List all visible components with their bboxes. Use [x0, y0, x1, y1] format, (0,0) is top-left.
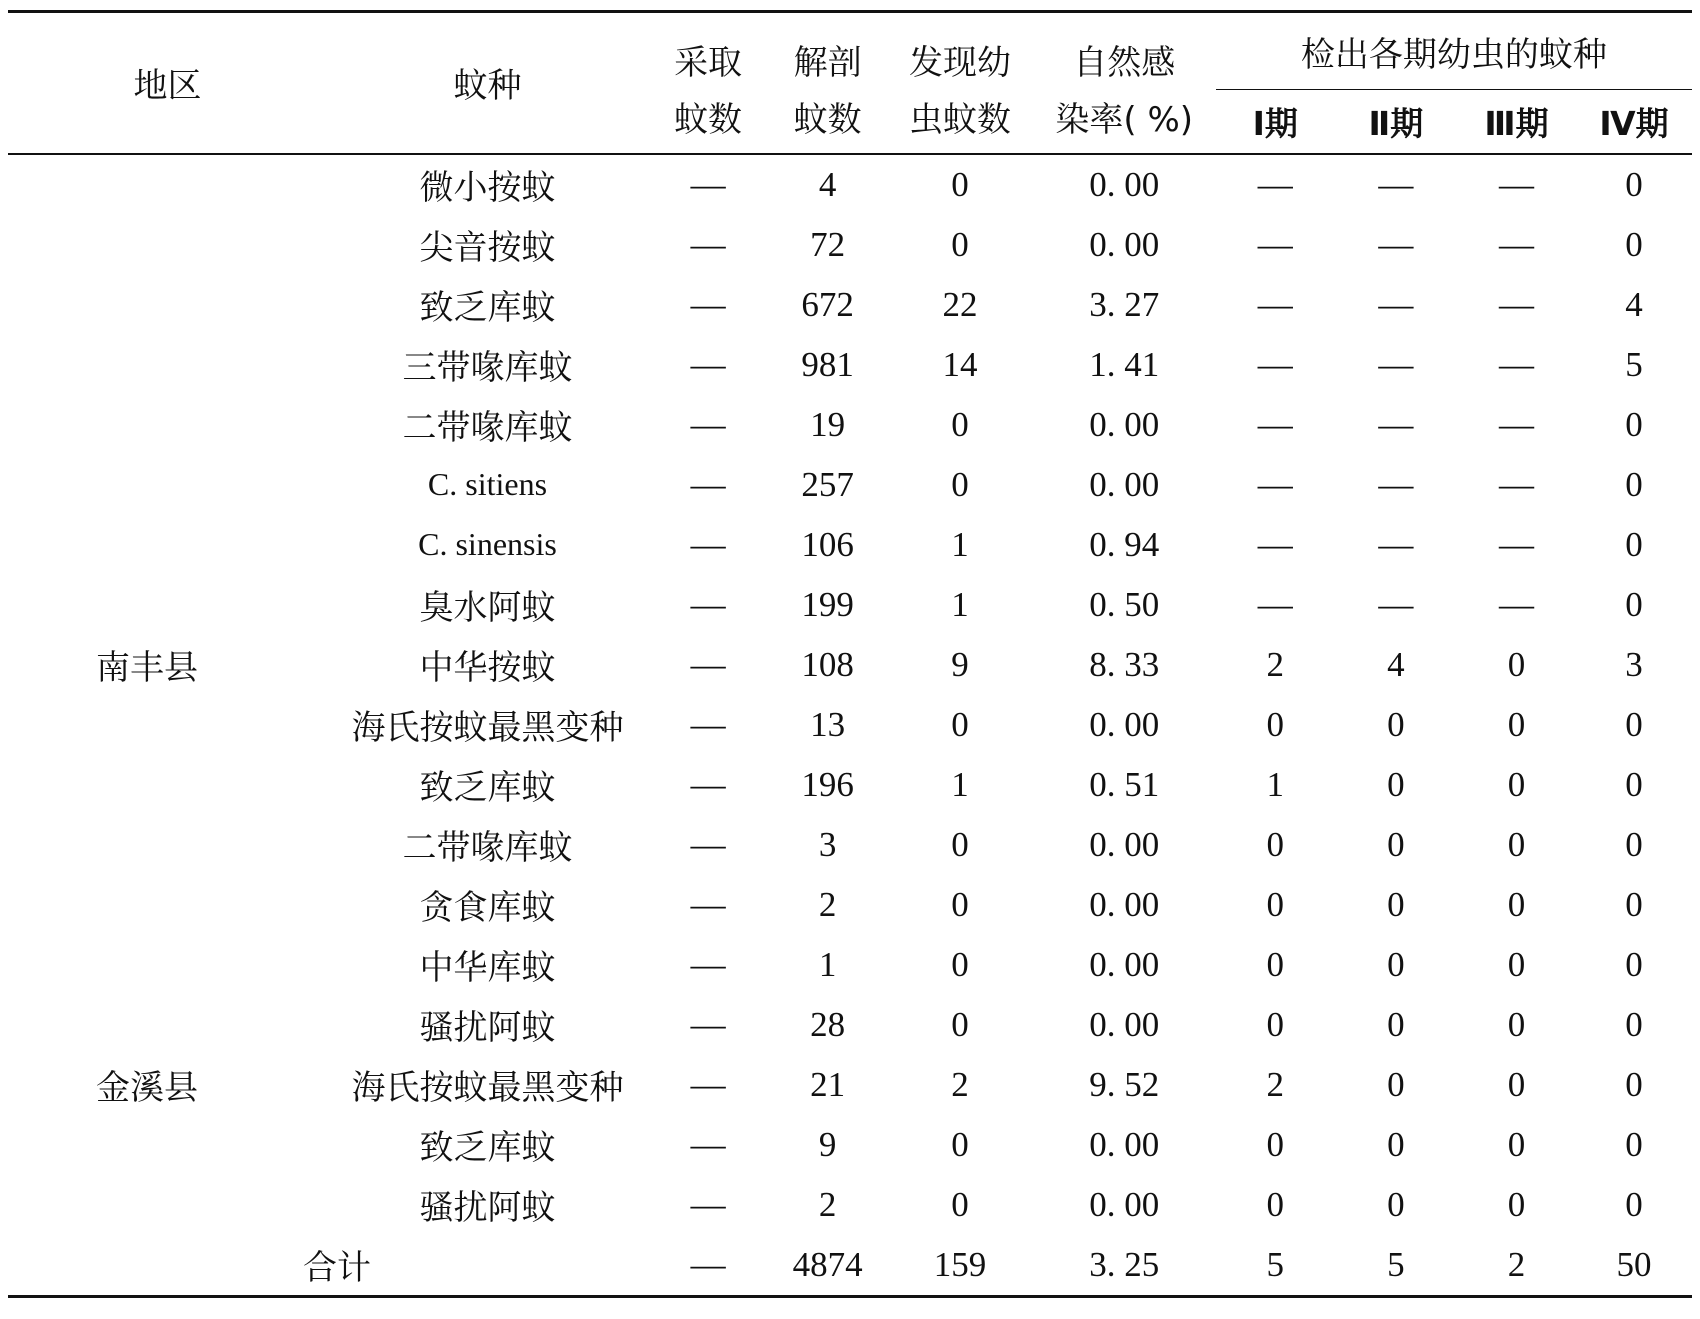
s2-cell: — — [1378, 464, 1414, 504]
s3-cell: 0 — [1507, 764, 1526, 804]
s2-cell: — — [1378, 164, 1414, 204]
total-s1-cell: 5 — [1216, 1235, 1335, 1297]
s3-cell: — — [1499, 584, 1535, 624]
collected-cell: — — [690, 164, 726, 204]
s3-cell: 0 — [1507, 1064, 1526, 1104]
rate-cell: 0. 00 — [1089, 704, 1160, 744]
rate-cell: 0. 94 — [1089, 524, 1160, 564]
s4-cell: 0 — [1625, 1064, 1643, 1104]
dissected-cell: 1 — [818, 944, 837, 984]
species-cell: 致乏库蚊 — [419, 768, 556, 808]
s1-cell: 0 — [1266, 884, 1284, 924]
dissected-cell: 4 — [818, 164, 837, 204]
s1-cell: — — [1257, 284, 1293, 324]
s4-cell: 0 — [1625, 464, 1643, 504]
collected-cell: — — [690, 524, 726, 564]
found-cell: 0 — [951, 1004, 969, 1044]
table-row — [8, 1055, 1692, 1115]
collected-cell: — — [690, 704, 726, 744]
table-row — [8, 755, 1692, 815]
region-cell — [8, 275, 327, 335]
collected-cell: — — [690, 944, 726, 984]
table-row — [8, 215, 1692, 275]
table-body — [8, 154, 1692, 1297]
rate-cell: 0. 00 — [1089, 464, 1160, 504]
header-stage-4: Ⅳ期 — [1576, 90, 1692, 154]
species-cell: 致乏库蚊 — [419, 1128, 556, 1168]
table-row — [8, 575, 1692, 635]
s2-cell: 0 — [1387, 944, 1405, 984]
s3-cell: — — [1499, 344, 1535, 384]
s4-cell: 0 — [1625, 224, 1643, 264]
s3-cell: 0 — [1507, 1124, 1526, 1164]
region-cell — [8, 1175, 327, 1235]
header-dissected-line1: 解剖 — [768, 12, 887, 90]
species-cell: 致乏库蚊 — [419, 288, 556, 328]
found-cell: 0 — [951, 1124, 969, 1164]
collected-cell: — — [690, 404, 726, 444]
region-cell: 南丰县 — [96, 648, 198, 688]
s2-cell: 0 — [1387, 1184, 1405, 1224]
table-row — [8, 335, 1692, 395]
s3-cell: 0 — [1507, 704, 1526, 744]
s1-cell: 0 — [1266, 1004, 1284, 1044]
total-found-cell: 159 — [887, 1235, 1033, 1297]
table-row — [8, 995, 1692, 1055]
s1-cell: — — [1257, 344, 1293, 384]
s4-cell: 0 — [1625, 404, 1643, 444]
total-s4-cell: 50 — [1576, 1235, 1692, 1297]
total-dissected-cell: 4874 — [768, 1235, 887, 1297]
found-cell: 22 — [942, 284, 978, 324]
found-cell: 1 — [951, 584, 969, 624]
s3-cell: 0 — [1507, 1184, 1526, 1224]
s2-cell: — — [1378, 284, 1414, 324]
species-cell: 海氏按蚊最黑变种 — [351, 1068, 624, 1108]
rate-cell: 1. 41 — [1089, 344, 1160, 384]
header-stage-2: Ⅱ期 — [1335, 90, 1457, 154]
mosquito-table-container — [8, 10, 1692, 1298]
s1-cell: 2 — [1266, 644, 1284, 684]
s3-cell: 0 — [1507, 644, 1526, 684]
s4-cell: 3 — [1625, 644, 1643, 684]
s1-cell: — — [1257, 224, 1293, 264]
species-cell: 臭水阿蚊 — [419, 588, 556, 628]
species-cell: 骚扰阿蚊 — [419, 1188, 556, 1228]
table-row — [8, 455, 1692, 515]
s1-cell: 0 — [1266, 944, 1284, 984]
species-cell: 微小按蚊 — [419, 168, 556, 208]
rate-cell: 0. 00 — [1089, 404, 1160, 444]
found-cell: 0 — [951, 224, 969, 264]
found-cell: 14 — [942, 344, 978, 384]
rate-cell: 0. 50 — [1089, 584, 1160, 624]
dissected-cell: 21 — [810, 1064, 846, 1104]
collected-cell: — — [690, 584, 726, 624]
s4-cell: 0 — [1625, 584, 1643, 624]
s1-cell: — — [1257, 404, 1293, 444]
s2-cell: 0 — [1387, 1004, 1405, 1044]
s4-cell: 0 — [1625, 1004, 1643, 1044]
species-cell: C. sinensis — [418, 526, 557, 562]
dissected-cell: 28 — [810, 1004, 846, 1044]
region-cell — [8, 335, 327, 395]
species-cell: 中华库蚊 — [419, 948, 556, 988]
region-cell — [8, 995, 327, 1055]
species-cell: 贪食库蚊 — [419, 888, 556, 928]
species-cell: 二带喙库蚊 — [402, 408, 573, 448]
s2-cell: — — [1378, 224, 1414, 264]
region-cell — [8, 154, 327, 215]
species-cell: 尖音按蚊 — [419, 228, 556, 268]
dissected-cell: 981 — [801, 344, 854, 384]
rate-cell: 0. 00 — [1089, 1184, 1160, 1224]
dissected-cell: 2 — [818, 884, 837, 924]
total-collected-cell: — — [648, 1235, 768, 1297]
region-cell — [8, 755, 327, 815]
region-cell — [8, 575, 327, 635]
species-cell: C. sitiens — [427, 466, 548, 502]
table-row — [8, 275, 1692, 335]
rate-cell: 0. 00 — [1089, 824, 1160, 864]
found-cell: 0 — [951, 404, 969, 444]
s1-cell: — — [1257, 584, 1293, 624]
s4-cell: 0 — [1625, 764, 1643, 804]
dissected-cell: 196 — [801, 764, 854, 804]
total-rate-cell: 3. 25 — [1033, 1235, 1216, 1297]
dissected-cell: 108 — [801, 644, 854, 684]
s1-cell: — — [1257, 524, 1293, 564]
table-row — [8, 635, 1692, 695]
header-rate-line2: 染率( %) — [1033, 90, 1216, 154]
s2-cell: 0 — [1387, 884, 1405, 924]
collected-cell: — — [690, 644, 726, 684]
s3-cell: — — [1499, 164, 1535, 204]
region-cell — [8, 935, 327, 995]
collected-cell: — — [690, 824, 726, 864]
s2-cell: 0 — [1387, 1064, 1405, 1104]
found-cell: 1 — [951, 764, 969, 804]
species-cell: 骚扰阿蚊 — [419, 1008, 556, 1048]
rate-cell: 8. 33 — [1089, 644, 1160, 684]
collected-cell: — — [690, 1064, 726, 1104]
s3-cell: — — [1499, 524, 1535, 564]
found-cell: 1 — [951, 524, 969, 564]
species-cell: 海氏按蚊最黑变种 — [351, 708, 624, 748]
table-row — [8, 515, 1692, 575]
s1-cell: — — [1257, 464, 1293, 504]
found-cell: 0 — [951, 824, 969, 864]
s2-cell: 4 — [1387, 644, 1405, 684]
s1-cell: 0 — [1266, 704, 1284, 744]
s1-cell: 1 — [1266, 764, 1284, 804]
table-row — [8, 395, 1692, 455]
total-row — [8, 1235, 1692, 1297]
s3-cell: 0 — [1507, 1004, 1526, 1044]
header-species: 蚊种 — [327, 12, 648, 154]
collected-cell: — — [690, 344, 726, 384]
s3-cell: — — [1499, 404, 1535, 444]
region-cell — [8, 515, 327, 575]
found-cell: 2 — [951, 1064, 969, 1104]
species-cell: 中华按蚊 — [419, 648, 556, 688]
s4-cell: 0 — [1625, 824, 1643, 864]
region-cell: 金溪县 — [96, 1068, 198, 1108]
table-row — [8, 875, 1692, 935]
found-cell: 0 — [951, 884, 969, 924]
rate-cell: 9. 52 — [1089, 1064, 1160, 1104]
region-cell — [8, 215, 327, 275]
s2-cell: — — [1378, 404, 1414, 444]
header-found-line2: 虫蚊数 — [887, 90, 1033, 154]
region-cell — [8, 695, 327, 755]
rate-cell: 0. 00 — [1089, 884, 1160, 924]
found-cell: 9 — [951, 644, 969, 684]
s1-cell: 0 — [1266, 824, 1284, 864]
s3-cell: — — [1499, 464, 1535, 504]
s2-cell: 0 — [1387, 704, 1405, 744]
collected-cell: — — [690, 1184, 726, 1224]
found-cell: 0 — [951, 944, 969, 984]
s3-cell: 0 — [1507, 944, 1526, 984]
collected-cell: — — [690, 224, 726, 264]
s3-cell: — — [1499, 224, 1535, 264]
s3-cell: 0 — [1507, 884, 1526, 924]
s1-cell: 0 — [1266, 1184, 1284, 1224]
table-row — [8, 154, 1692, 215]
rate-cell: 0. 00 — [1089, 164, 1160, 204]
dissected-cell: 199 — [801, 584, 854, 624]
rate-cell: 0. 00 — [1089, 1004, 1160, 1044]
table-row — [8, 695, 1692, 755]
header-region: 地区 — [8, 12, 327, 154]
region-cell — [8, 1115, 327, 1175]
mosquito-infection-table — [8, 10, 1692, 1298]
dissected-cell: 72 — [810, 224, 846, 264]
s2-cell: 0 — [1387, 764, 1405, 804]
s4-cell: 5 — [1625, 344, 1643, 384]
region-cell — [8, 455, 327, 515]
dissected-cell: 257 — [801, 464, 854, 504]
s4-cell: 0 — [1625, 944, 1643, 984]
s4-cell: 0 — [1625, 164, 1643, 204]
header-found-line1: 发现幼 — [887, 12, 1033, 90]
total-s3-cell: 2 — [1457, 1235, 1576, 1297]
species-cell: 三带喙库蚊 — [402, 348, 573, 388]
found-cell: 0 — [951, 464, 969, 504]
rate-cell: 0. 00 — [1089, 1124, 1160, 1164]
species-cell: 二带喙库蚊 — [402, 828, 573, 868]
s2-cell: — — [1378, 344, 1414, 384]
found-cell: 0 — [951, 1184, 969, 1224]
dissected-cell: 2 — [818, 1184, 837, 1224]
rate-cell: 3. 27 — [1089, 284, 1160, 324]
found-cell: 0 — [951, 164, 969, 204]
dissected-cell: 13 — [810, 704, 846, 744]
s2-cell: — — [1378, 524, 1414, 564]
region-cell — [8, 875, 327, 935]
header-dissected-line2: 蚊数 — [768, 90, 887, 154]
total-s2-cell: 5 — [1335, 1235, 1457, 1297]
s4-cell: 4 — [1625, 284, 1643, 324]
dissected-cell: 3 — [818, 824, 837, 864]
collected-cell: — — [690, 1004, 726, 1044]
table-row — [8, 1175, 1692, 1235]
s2-cell: 0 — [1387, 1124, 1405, 1164]
s2-cell: — — [1378, 584, 1414, 624]
s1-cell: 0 — [1266, 1124, 1284, 1164]
header-stage-3: Ⅲ期 — [1457, 90, 1576, 154]
header-stage-1: Ⅰ期 — [1216, 90, 1335, 154]
s1-cell: 2 — [1266, 1064, 1284, 1104]
s4-cell: 0 — [1625, 1184, 1643, 1224]
header-collected-line1: 采取 — [648, 12, 768, 90]
s3-cell: — — [1499, 284, 1535, 324]
rate-cell: 0. 51 — [1089, 764, 1160, 804]
s3-cell: 0 — [1507, 824, 1526, 864]
dissected-cell: 672 — [801, 284, 854, 324]
header-stage-group: 检出各期幼虫的蚊种 — [1216, 12, 1692, 90]
s4-cell: 0 — [1625, 524, 1643, 564]
region-cell — [8, 815, 327, 875]
collected-cell: — — [690, 884, 726, 924]
collected-cell: — — [690, 764, 726, 804]
table-row — [8, 815, 1692, 875]
collected-cell: — — [690, 464, 726, 504]
s2-cell: 0 — [1387, 824, 1405, 864]
rate-cell: 0. 00 — [1089, 944, 1160, 984]
table-row — [8, 935, 1692, 995]
found-cell: 0 — [951, 704, 969, 744]
s4-cell: 0 — [1625, 1124, 1643, 1164]
dissected-cell: 9 — [818, 1124, 837, 1164]
s4-cell: 0 — [1625, 704, 1643, 744]
s1-cell: — — [1257, 164, 1293, 204]
collected-cell: — — [690, 1124, 726, 1164]
dissected-cell: 106 — [801, 524, 854, 564]
collected-cell: — — [690, 284, 726, 324]
rate-cell: 0. 00 — [1089, 224, 1160, 264]
region-cell — [8, 395, 327, 455]
total-label: 合计 — [8, 1235, 648, 1297]
header-rate-line1: 自然感 — [1033, 12, 1216, 90]
header-collected-line2: 蚊数 — [648, 90, 768, 154]
table-row — [8, 1115, 1692, 1175]
s4-cell: 0 — [1625, 884, 1643, 924]
dissected-cell: 19 — [810, 404, 846, 444]
